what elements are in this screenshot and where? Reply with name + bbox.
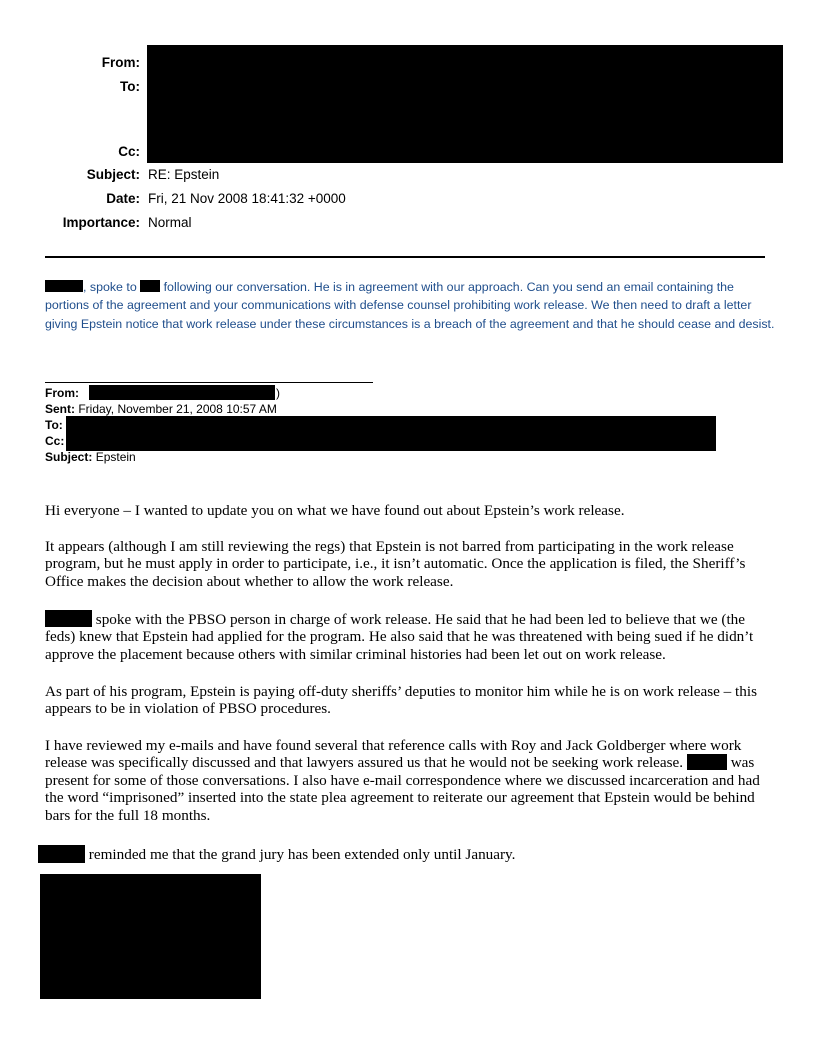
- to-label: To:: [120, 79, 140, 94]
- cc-label: Cc:: [118, 144, 140, 159]
- redaction-fwd-recipients: [66, 416, 716, 451]
- subject-label: Subject:: [86, 167, 140, 182]
- redaction-inline: [140, 280, 160, 292]
- from-label: From:: [101, 55, 140, 70]
- body-paragraph-5: I have reviewed my e-mails and have found several that reference calls with Roy and Jack Goldberger where work release was specifically discussed and that lawyers assured us that he would not be seeking work release. was present for some of those conversations. I also have e-mail correspondence where we discussed incarceration and had the word “imprisoned” inserted into the state plea agreement to reiterate our agreement that Epstein would be behind bars for the full 18 months.: [45, 737, 760, 824]
- fwd-from-tail: ): [276, 386, 280, 400]
- forward-divider: [45, 382, 373, 383]
- reply-text-1: , spoke to: [83, 280, 141, 294]
- reply-message: [45, 278, 775, 333]
- redaction-signature-block: [40, 874, 261, 999]
- redaction-fwd-from: [89, 385, 275, 400]
- body-paragraph-4: As part of his program, Epstein is paying off-duty sheriffs’ deputies to monitor him while he is on work release – this appears to be in violation of PBSO procedures.: [45, 683, 758, 718]
- fwd-from-label: From:: [45, 386, 79, 400]
- redaction-inline: [45, 280, 83, 292]
- redaction-inline: [38, 845, 85, 863]
- subject-value: RE: Epstein: [148, 167, 220, 182]
- fwd-sent-value: Friday, November 21, 2008 10:57 AM: [78, 402, 277, 416]
- date-value: Fri, 21 Nov 2008 18:41:32 +0000: [148, 191, 346, 206]
- fwd-subject-value: Epstein: [95, 450, 136, 464]
- redaction-inline: [687, 754, 727, 770]
- body-paragraph-6: reminded me that the grand jury has been extended only until January.: [38, 845, 770, 863]
- fwd-sent-label: Sent:: [45, 402, 75, 416]
- fwd-subject-line: [45, 449, 136, 465]
- body-paragraph-3: spoke with the PBSO person in charge of work release. He said that he had been led to believe that we (the feds) knew that Epstein had applied for the program. He also said that he was threatened with being sued if he didn’t approve the placement because others with similar criminal histories had been let out on work release.: [45, 611, 754, 663]
- fwd-to-label: To:: [45, 418, 63, 432]
- fwd-from-line: [45, 385, 79, 401]
- fwd-cc-label: Cc:: [45, 434, 65, 448]
- importance-value: Normal: [148, 215, 192, 230]
- reply-text-2: following our conversation. He is in agreement with our approach. Can you send an email containing the portions of the agreement and your communications with defense counsel prohibiting work release. We then need to draft a letter giving Epstein notice that work release under these circumstances is a breach of the agreement and that he should cease and desist.: [45, 280, 775, 331]
- redaction-header-recipients: [147, 45, 783, 163]
- date-label: Date:: [106, 191, 140, 206]
- redaction-inline: [45, 610, 92, 627]
- body-paragraph-2: It appears (although I am still reviewing the regs) that Epstein is not barred from participating in the work release program, but he must apply in order to participate, i.e., it isn’t automatic. Once the application is filed, the Sheriff’s Office makes the decision about whether to allow the work release.: [45, 538, 746, 590]
- header-divider: [45, 256, 765, 258]
- importance-label: Importance:: [62, 215, 140, 230]
- fwd-subject-label: Subject:: [45, 450, 93, 464]
- fwd-sent-line: [45, 401, 277, 417]
- body-paragraph-1: Hi everyone – I wanted to update you on what we have found out about Epstein’s work release.: [45, 502, 625, 519]
